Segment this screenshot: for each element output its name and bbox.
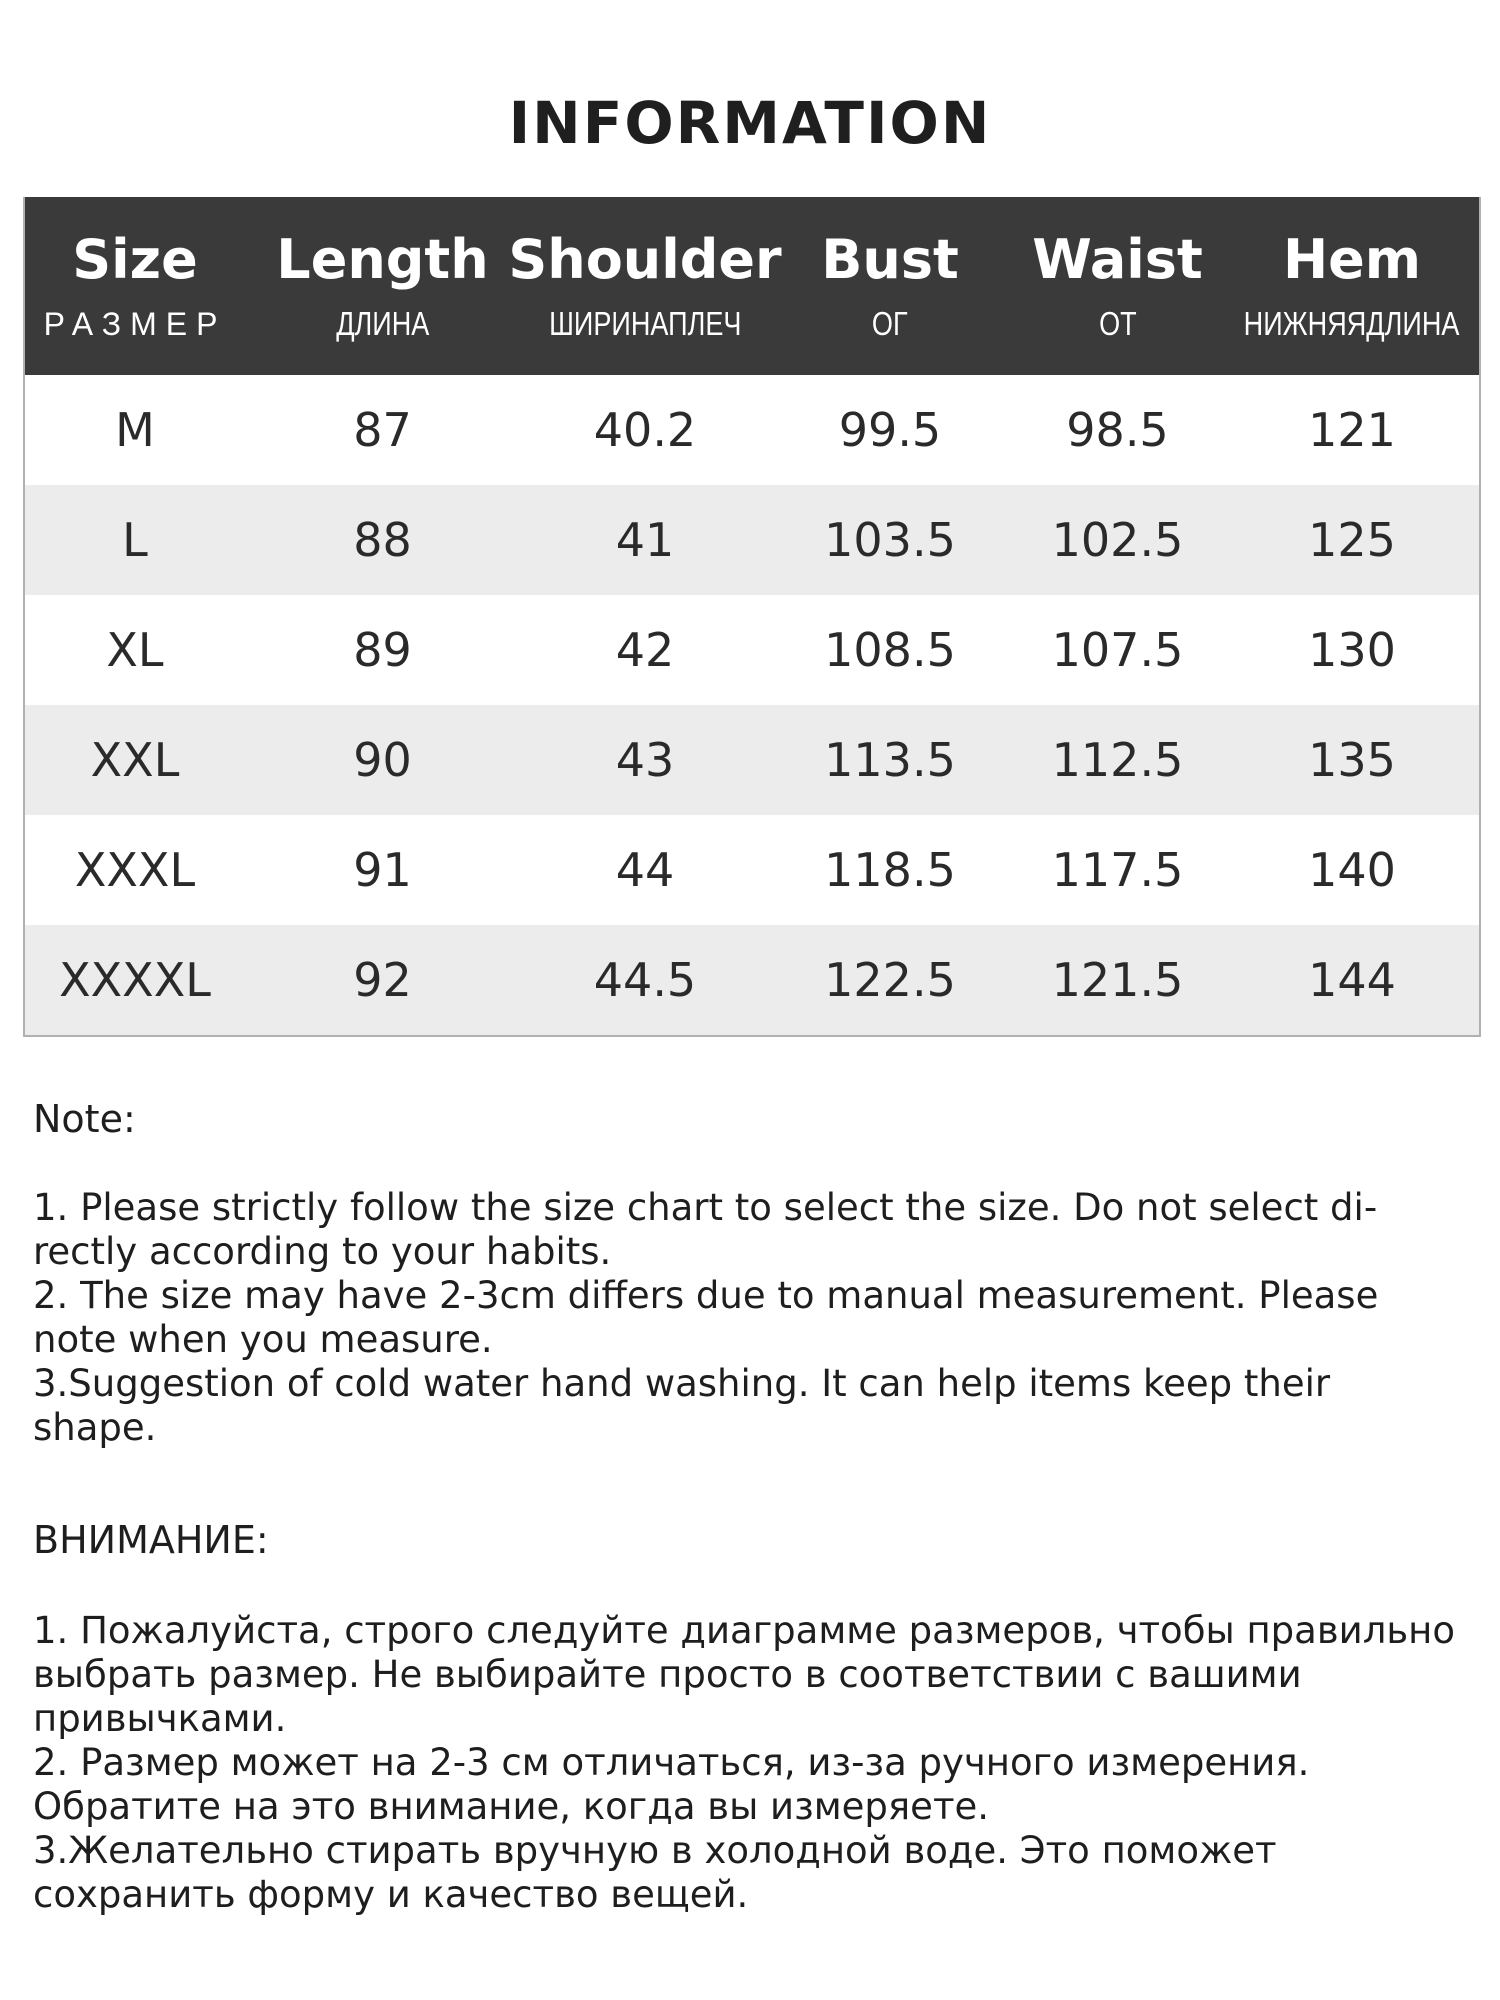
cell-hem: 144 <box>1308 953 1396 1007</box>
header-bust-en: Bust <box>821 228 959 291</box>
header-bust-ru: ОГ <box>872 305 908 342</box>
header-hem <box>1225 197 1479 375</box>
note-ru-line: привычками. <box>33 1697 287 1740</box>
cell-hem: 140 <box>1308 843 1396 897</box>
cell-waist: 102.5 <box>1051 513 1184 567</box>
header-waist <box>1010 197 1225 375</box>
note-en-line: rectly according to your habits. <box>33 1230 612 1273</box>
cell-bust: 122.5 <box>824 953 956 1007</box>
note-ru-section <box>33 1518 1453 1562</box>
note-en-line: note when you measure. <box>33 1318 493 1361</box>
note-ru-line: выбрать размер. Не выбирайте просто в соответствии с вашими <box>33 1653 1302 1696</box>
table-row <box>25 815 1479 925</box>
header-size-en: Size <box>72 228 198 291</box>
note-en-section <box>33 1097 1453 1141</box>
cell-bust: 113.5 <box>824 733 956 787</box>
note-en-line: shape. <box>33 1406 157 1449</box>
header-shoulder-en: Shoulder <box>508 228 782 291</box>
cell-waist: 117.5 <box>1051 843 1184 897</box>
cell-shoulder: 40.2 <box>593 403 697 457</box>
table-row <box>25 375 1479 485</box>
cell-hem: 130 <box>1308 623 1396 677</box>
cell-waist: 121.5 <box>1051 953 1184 1007</box>
cell-bust: 103.5 <box>824 513 956 567</box>
cell-hem: 135 <box>1308 733 1396 787</box>
cell-bust: 118.5 <box>824 843 956 897</box>
note-ru-line: 1. Пожалуйста, строго следуйте диаграмме размеров, чтобы правильно <box>33 1609 1455 1652</box>
header-shoulder <box>508 197 782 375</box>
cell-size: XXXL <box>74 843 196 897</box>
table-row <box>25 485 1479 595</box>
header-shoulder-ru: ШИРИНАПЛЕЧ <box>548 305 742 342</box>
header-length-en: Length <box>276 228 489 291</box>
cell-length: 88 <box>353 513 412 567</box>
cell-length: 89 <box>353 623 412 677</box>
header-size <box>25 197 245 375</box>
cell-bust: 108.5 <box>824 623 956 677</box>
cell-waist: 98.5 <box>1066 403 1169 457</box>
note-en-line: 2. The size may have 2-3cm differs due to manual measurement. Please <box>33 1274 1379 1317</box>
cell-length: 87 <box>353 403 412 457</box>
cell-shoulder: 44.5 <box>593 953 697 1007</box>
cell-size: XL <box>106 623 164 677</box>
cell-shoulder: 43 <box>615 733 675 787</box>
cell-shoulder: 44 <box>615 843 675 897</box>
header-waist-en: Waist <box>1032 228 1203 291</box>
cell-bust: 99.5 <box>838 403 942 457</box>
note-ru-line: Обратите на это внимание, когда вы измеряете. <box>33 1785 990 1828</box>
note-ru-line: сохранить форму и качество вещей. <box>33 1873 749 1916</box>
table-row <box>25 705 1479 815</box>
note-en-heading: Note: <box>33 1097 136 1141</box>
cell-size: XXL <box>90 733 180 787</box>
cell-length: 92 <box>353 953 412 1007</box>
cell-length: 90 <box>353 733 412 787</box>
table-row <box>25 595 1479 705</box>
page-title: INFORMATION <box>508 89 992 157</box>
table-header <box>25 197 1479 375</box>
header-length-ru: ДЛИНА <box>335 305 430 342</box>
header-bust <box>770 197 1010 375</box>
cell-shoulder: 41 <box>615 513 675 567</box>
note-ru-body <box>33 1609 1453 1917</box>
size-chart-table <box>23 197 1481 1037</box>
cell-waist: 107.5 <box>1051 623 1184 677</box>
header-hem-en: Hem <box>1282 228 1422 291</box>
note-ru-heading: ВНИМАНИЕ: <box>33 1518 269 1562</box>
cell-size: L <box>122 513 148 567</box>
note-en-line: 1. Please strictly follow the size chart to select the size. Do not select di- <box>33 1186 1378 1229</box>
table-row <box>25 925 1479 1035</box>
header-size-ru: РАЗМЕР <box>43 306 227 342</box>
cell-hem: 121 <box>1308 403 1396 457</box>
cell-size: M <box>115 403 155 457</box>
header-length <box>245 197 520 375</box>
cell-length: 91 <box>353 843 412 897</box>
note-ru-line: 3.Желательно стирать вручную в холодной воде. Это поможет <box>33 1829 1277 1872</box>
note-ru-line: 2. Размер может на 2-3 см отличаться, из-за ручного измерения. <box>33 1741 1310 1784</box>
cell-shoulder: 42 <box>615 623 675 677</box>
header-hem-ru: НИЖНЯЯДЛИНА <box>1244 305 1460 342</box>
cell-waist: 112.5 <box>1051 733 1184 787</box>
note-en-line: 3.Suggestion of cold water hand washing. It can help items keep their <box>33 1362 1331 1405</box>
cell-hem: 125 <box>1308 513 1396 567</box>
header-waist-ru: ОТ <box>1098 305 1137 342</box>
note-en-body <box>33 1186 1453 1450</box>
cell-size: XXXXL <box>59 953 211 1007</box>
